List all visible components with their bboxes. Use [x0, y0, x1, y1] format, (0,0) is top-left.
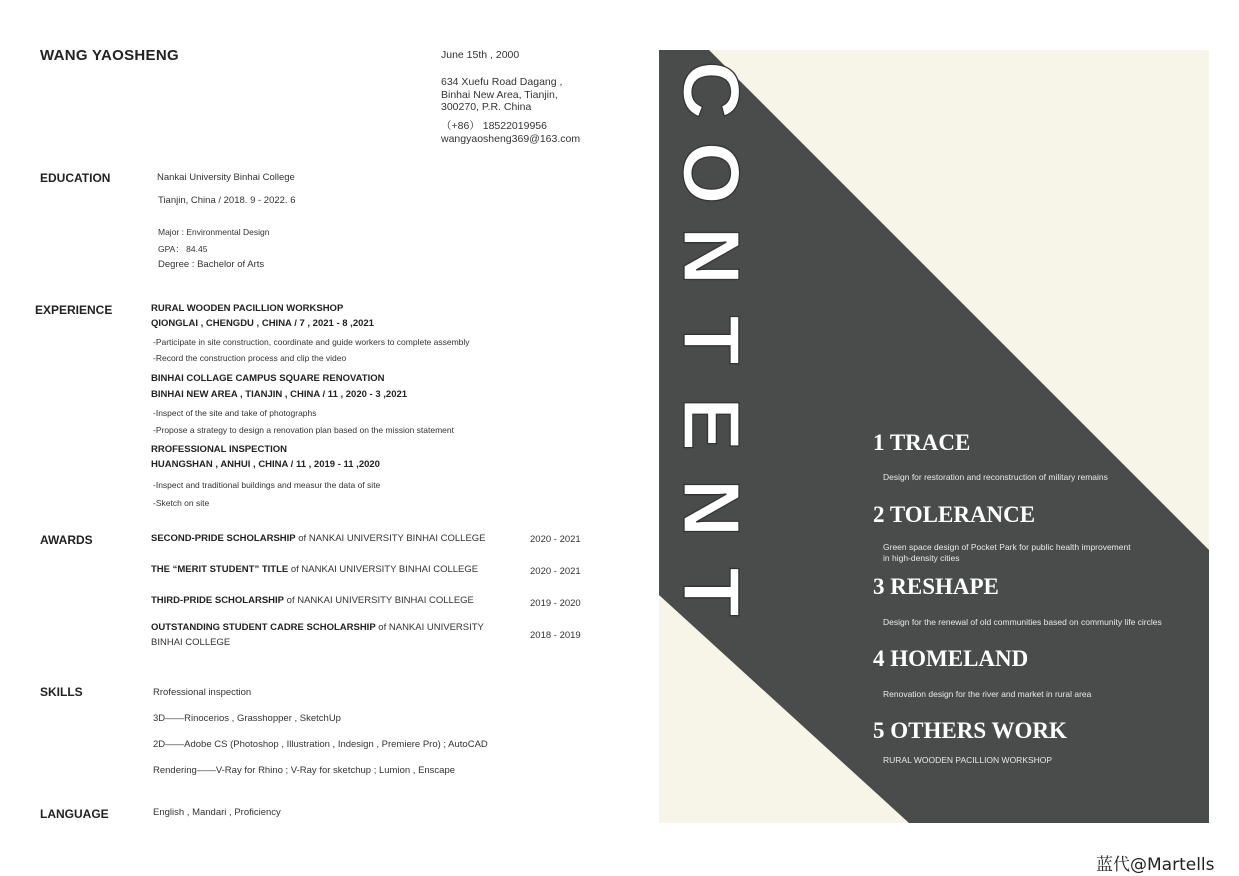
address-line-3: 300270, P.R. China — [441, 101, 532, 113]
skills-heading: SKILLS — [40, 685, 83, 699]
project-title-trace: 1 TRACE — [873, 430, 971, 455]
award-name: OUTSTANDING STUDENT CADRE SCHOLARSHIP — [151, 622, 376, 633]
education-gpa: GPA： 84.45 — [158, 244, 208, 254]
content-letter: N — [667, 227, 756, 285]
watermark: 蓝代@Martells — [1096, 855, 1215, 875]
education-major: Major : Environmental Design — [158, 227, 270, 237]
experience-heading: EXPERIENCE — [35, 303, 113, 317]
project-title-reshape: 3 RESHAPE — [873, 574, 999, 599]
experience-subtitle: BINHAI NEW AREA , TIANJIN , CHINA / 11 , 2020 - 3 ,2021 — [151, 389, 408, 400]
project-desc-reshape: Design for the renewal of old communities based on community life circles — [883, 617, 1162, 627]
award-institution: of NANKAI UNIVERSITY — [375, 622, 484, 633]
project-title-tolerance: 2 TOLERANCE — [873, 502, 1036, 527]
education-heading: EDUCATION — [40, 171, 111, 185]
content-letter: C — [667, 61, 756, 119]
award-institution-continued: BINHAI COLLEGE — [151, 637, 231, 648]
award-name: THE “MERIT STUDENT” TITLE — [151, 564, 289, 575]
award-institution: of NANKAI UNIVERSITY BINHAI COLLEGE — [284, 595, 474, 606]
content-letter: T — [667, 315, 756, 365]
award-year: 2020 - 2021 — [530, 534, 581, 545]
skill-item: Rrofessional inspection — [153, 687, 252, 698]
skill-item: 2D——Adobe CS (Photoshop , Illustration , Indesign , Premiere Pro) ; AutoCAD — [153, 739, 488, 750]
address-line-2: Binhai New Area, Tianjin, — [441, 89, 558, 101]
experience-title: RURAL WOODEN PACILLION WORKSHOP — [151, 303, 344, 314]
award-name: THIRD-PRIDE SCHOLARSHIP — [151, 595, 285, 606]
award-year: 2020 - 2021 — [530, 566, 581, 577]
awards-heading: AWARDS — [40, 533, 93, 547]
award-item — [151, 564, 478, 575]
award-year: 2018 - 2019 — [530, 630, 581, 641]
project-title-homeland: 4 HOMELAND — [873, 646, 1029, 671]
content-letter: T — [667, 567, 756, 617]
content-letter: N — [667, 479, 756, 537]
email-address: wangyaosheng369@163.com — [441, 133, 581, 145]
content-letter: O — [667, 142, 756, 205]
project-desc-tolerance: Green space design of Pocket Park for public health improvement in high-density cities — [883, 542, 1131, 563]
experience-bullet: -Record the construction process and clip the video — [153, 353, 347, 363]
education-degree: Degree : Bachelor of Arts — [158, 259, 265, 270]
phone-number: （+86） 18522019956 — [441, 120, 547, 132]
project-desc-others: RURAL WOODEN PACILLION WORKSHOP — [883, 755, 1053, 765]
education-school: Nankai University Binhai College — [157, 172, 295, 183]
experience-title: RROFESSIONAL INSPECTION — [151, 444, 288, 455]
experience-bullet: -Sketch on site — [153, 498, 210, 508]
project-title-others: 5 OTHERS WORK — [873, 718, 1067, 743]
language-text: English , Mandari , Proficiency — [153, 807, 281, 818]
award-year: 2019 - 2020 — [530, 598, 581, 609]
address-line-1: 634 Xuefu Road Dagang , — [441, 76, 563, 88]
content-poster — [659, 50, 1209, 823]
project-desc-trace: Design for restoration and reconstruction of military remains — [883, 472, 1108, 482]
experience-bullet: -Participate in site construction, coordinate and guide workers to complete assembly — [153, 337, 470, 347]
award-item — [151, 533, 486, 544]
skill-item: Rendering——V-Ray for Rhino ; V-Ray for sketchup ; Lumion , Enscape — [153, 765, 456, 776]
resume-name: WANG YAOSHENG — [40, 47, 179, 64]
education-place-date: Tianjin, China / 2018. 9 - 2022. 6 — [158, 195, 296, 206]
experience-subtitle: QIONGLAI , CHENGDU , CHINA / 7 , 2021 - 8 ,2021 — [151, 318, 374, 329]
skill-item: 3D——Rinocerios , Grasshopper , SketchUp — [153, 713, 341, 724]
experience-subtitle: HUANGSHAN , ANHUI , CHINA / 11 , 2019 - 11 ,2020 — [151, 459, 380, 470]
award-institution: of NANKAI UNIVERSITY BINHAI COLLEGE — [295, 533, 486, 544]
award-item — [151, 595, 474, 606]
content-letter: E — [667, 397, 756, 451]
project-desc-homeland: Renovation design for the river and market in rural area — [883, 689, 1092, 699]
award-name: SECOND-PRIDE SCHOLARSHIP — [151, 533, 296, 544]
award-item — [151, 622, 484, 633]
language-heading: LANGUAGE — [40, 807, 109, 821]
experience-title: BINHAI COLLAGE CAMPUS SQUARE RENOVATION — [151, 373, 385, 384]
experience-bullet: -Propose a strategy to design a renovation plan based on the mission statement — [153, 425, 454, 435]
birth-date: June 15th , 2000 — [441, 49, 520, 61]
award-institution: of NANKAI UNIVERSITY BINHAI COLLEGE — [288, 564, 479, 575]
experience-bullet: -Inspect and traditional buildings and measur the data of site — [153, 480, 381, 490]
experience-bullet: -Inspect of the site and take of photographs — [153, 408, 317, 418]
